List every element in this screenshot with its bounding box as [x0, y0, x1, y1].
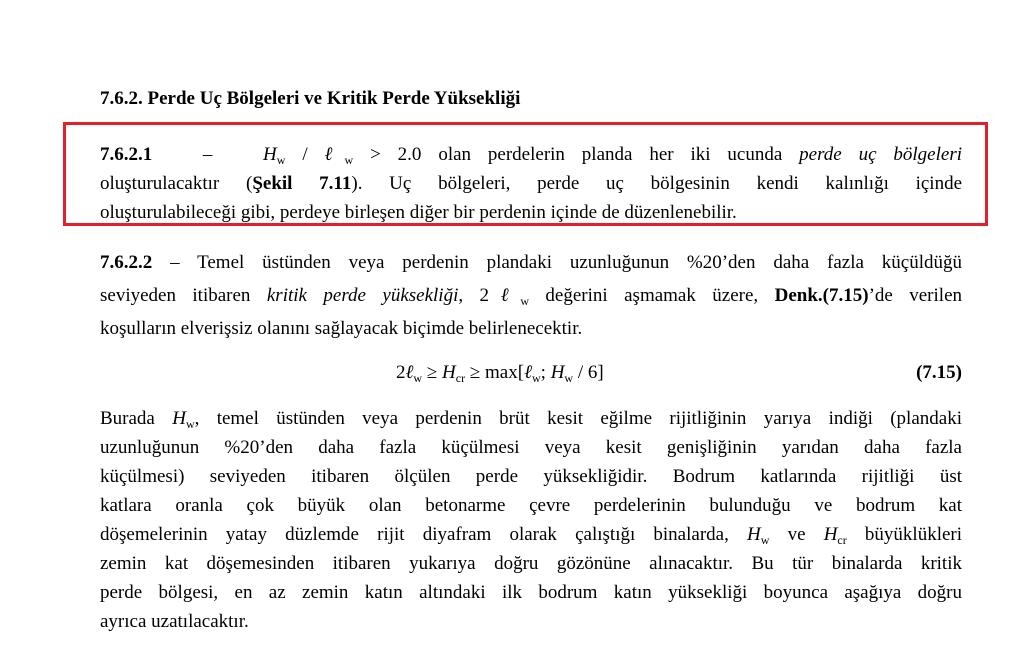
equation-number: (7.15) [916, 362, 962, 383]
p1-term: perde uç bölgeleri [799, 144, 963, 165]
eq-hw-symbol: H [550, 362, 565, 383]
p3-hcr-sub: cr [837, 533, 847, 547]
eq-div: / 6] [573, 362, 604, 383]
eq-lw-symbol-2: ℓ [524, 362, 532, 383]
paragraph-burada [100, 404, 962, 636]
eq-lw-sub-2: w [531, 371, 541, 385]
eq-max: ≥ max[ [465, 362, 525, 383]
p2-lw-symbol: ℓ [489, 285, 521, 306]
eq-lw-sub-1: w [413, 371, 423, 385]
p2-number: 7.6.2.2 [100, 252, 153, 273]
section-heading: 7.6.2. Perde Uç Bölgeleri ve Kritik Perde Yüksekliği [100, 88, 521, 109]
p3-text-1a: Burada [100, 408, 173, 429]
p2-two: 2 [479, 285, 490, 306]
p2-term: kritik perde yüksekliği [266, 285, 459, 306]
p1-hw-symbol: H [263, 144, 277, 165]
p3-line-2: uzunluğunun %20’den daha fazla küçülmesi veya kesit genişliğinin yarıdan daha fazla [100, 437, 962, 458]
p3-line-6: zemin kat döşemesinden itibaren yukarıya doğru gözönüne alınacaktır. Bu tür binalarda kritik [100, 553, 962, 574]
p3-text-1b: , temel üstünden veya perdenin brüt kesit eğilme rijitliğinin yarıya indiği (plandaki [194, 408, 962, 429]
p1-line-3: oluşturulabileceği gibi, perdeye birleşen diğer bir perdenin içinde de düzenlenebilir. [100, 202, 737, 223]
p1-dash: – [202, 144, 213, 165]
p1-slash: / [285, 144, 325, 165]
p3-text-5a: döşemelerinin yatay düzlemde rijit diyafram olarak çalıştığı binalarda, [100, 524, 748, 545]
p2-text-2d: ’de verilen [868, 285, 963, 306]
p1-ratio: > 2.0 [353, 144, 422, 165]
p3-hw-symbol: H [172, 408, 186, 429]
p1-hw-sub: w [276, 153, 286, 167]
eq-hcr-symbol: H [442, 362, 456, 383]
p3-line-3: küçülmesi) seviyeden itibaren ölçülen perde yüksekliğidir. Bodrum katlarında rijitliği üst [100, 466, 962, 487]
p3-hw-symbol-2: H [747, 524, 761, 545]
p3-text-5b: ve [769, 524, 824, 545]
p3-line-1 [100, 404, 962, 433]
p3-hw-sub: w [185, 417, 195, 431]
eq-ge-1: ≥ [422, 362, 443, 383]
p2-lw-sub: w [520, 294, 529, 308]
p3-text-5c: büyüklükleri [846, 524, 963, 545]
p1-line-1 [100, 140, 962, 169]
p2-equation-ref: Denk.(7.15) [774, 285, 869, 306]
p1-text-1: olan perdelerin planda her iki ucunda [421, 144, 800, 165]
p1-number: 7.6.2.1 [100, 144, 153, 165]
p3-line-5 [100, 520, 962, 549]
p3-line-7: perde bölgesi, en az zemin katın altındaki ilk bodrum katın yüksekliği boyunca aşağıya doğru [100, 582, 962, 603]
p2-line-1 [100, 246, 962, 279]
paragraph-7-6-2-1 [100, 140, 962, 227]
p1-figure-ref: Şekil 7.11 [252, 173, 352, 194]
p1-lw-sub: w [344, 153, 354, 167]
p1-text-2b: ). Uç bölgeleri, perde uç bölgesinin kendi kalınlığı içinde [351, 173, 963, 194]
p2-text-2a: seviyeden itibaren [100, 285, 267, 306]
eq-sep: ; [540, 362, 551, 383]
p2-text-2b: , [458, 285, 480, 306]
p3-line-4: katlara oranla çok büyük olan betonarme çevre perdelerinin bulunduğu ve bodrum kat [100, 495, 962, 516]
eq-hw-sub: w [564, 371, 574, 385]
p3-hw-sub-2: w [760, 533, 770, 547]
p2-text-2c: değerini aşmamak üzere, [529, 285, 775, 306]
eq-hcr-sub: cr [455, 371, 466, 385]
p2-line-3: koşulların elverişsiz olanını sağlayacak biçimde belirlenecektir. [100, 318, 583, 339]
equation-7-15 [100, 358, 962, 388]
paragraph-7-6-2-2 [100, 246, 962, 345]
p3-hcr-symbol: H [823, 524, 838, 545]
p1-text-2a: oluşturulacaktır ( [100, 173, 253, 194]
p3-line-8: ayrıca uzatılacaktır. [100, 611, 249, 632]
p1-lw-symbol: ℓ [324, 144, 345, 165]
eq-two: 2 [396, 362, 406, 383]
p2-text-1: – Temel üstünden veya perdenin plandaki uzunluğunun %20’den daha fazla küçüldüğü [152, 252, 962, 273]
equation-body [396, 358, 604, 388]
eq-lw-symbol-1: ℓ [405, 362, 414, 383]
p2-line-2 [100, 279, 962, 312]
p1-line-2 [100, 169, 962, 198]
